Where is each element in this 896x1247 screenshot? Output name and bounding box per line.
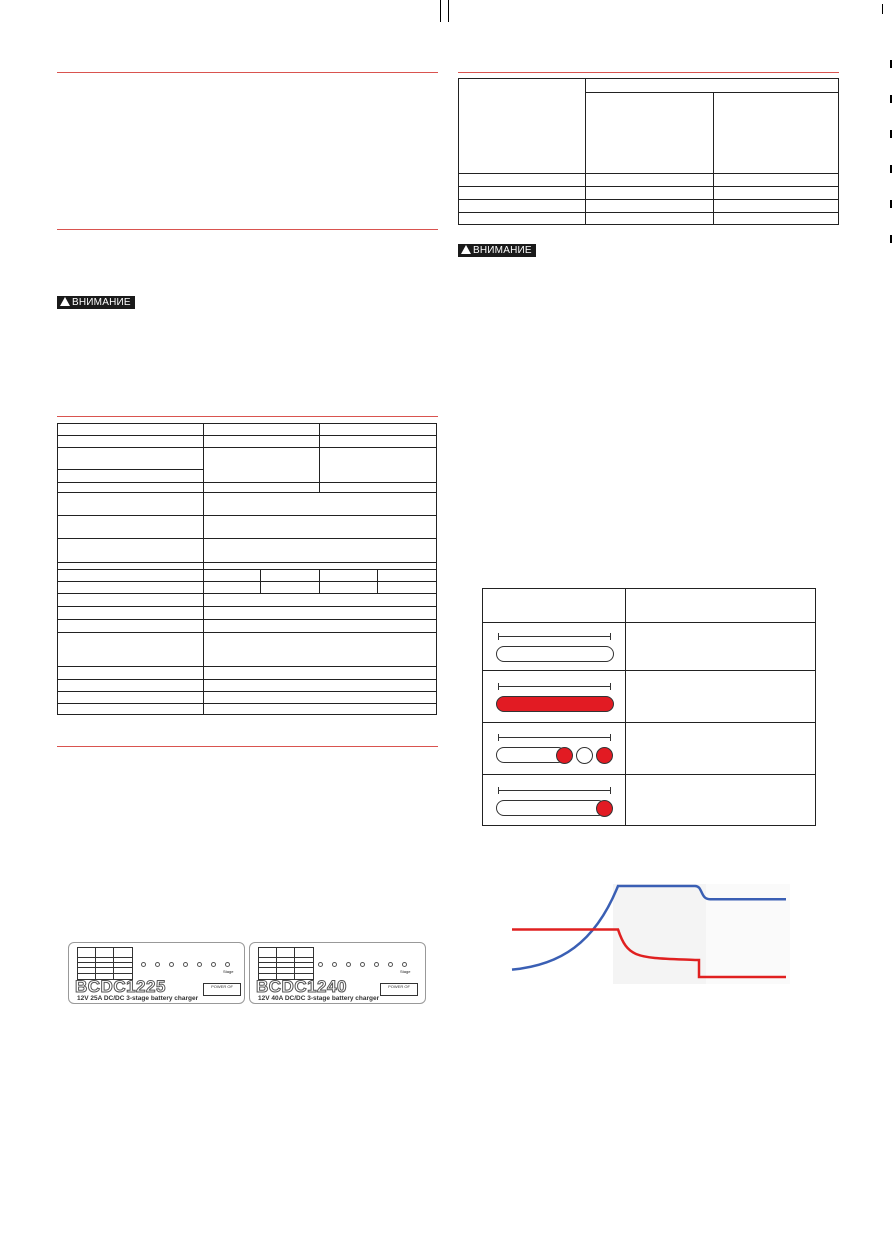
power-logo: POWER OF [380,983,418,996]
warning-label: ВНИМАНИЕ [473,245,532,256]
led-dot-off [576,747,593,764]
crop-mark-icon [448,0,449,22]
led-dot-red [596,800,613,817]
charging-curve-chart [510,884,790,984]
warning-triangle-icon [60,297,70,306]
crop-mark-icon [890,60,892,68]
section-rule [57,229,438,230]
model-name: BCDC1225 [75,977,166,996]
crop-mark-icon [890,165,892,173]
spec-table [57,423,437,715]
crop-mark-icon [890,200,892,208]
model-subtitle: 12V 25A DC/DC 3-stage battery charger [77,995,199,1002]
warning-badge [458,244,536,257]
section-rule [57,746,438,747]
crop-mark-icon [882,4,883,14]
compat-table [458,78,839,225]
charger-label-1225 [68,942,245,1004]
led-dot-red [556,747,573,764]
stage-label: Stage [223,969,234,974]
led-scale [498,737,611,738]
section-rule [57,416,438,417]
charger-label-1240 [249,942,426,1004]
led-dot-red [596,747,613,764]
warning-badge [57,296,135,309]
stage-label: Stage [400,969,411,974]
warning-label: ВНИМАНИЕ [72,297,131,308]
led-bar-off [496,646,614,662]
model-name: BCDC1240 [256,977,347,996]
led-scale [498,686,611,687]
section-rule [57,72,438,73]
warning-triangle-icon [461,245,471,254]
led-bar-last [496,800,606,816]
model-subtitle: 12V 40A DC/DC 3-stage battery charger [258,995,380,1002]
crop-mark-icon [890,95,892,103]
power-logo: POWER OF [203,983,241,996]
led-bar-on [496,696,614,712]
crop-mark-icon [890,235,892,243]
section-rule [458,72,839,73]
led-indicator-table [482,588,816,826]
led-scale [498,790,611,791]
led-scale [498,636,611,637]
crop-mark-icon [440,0,441,22]
crop-mark-icon [890,130,892,138]
